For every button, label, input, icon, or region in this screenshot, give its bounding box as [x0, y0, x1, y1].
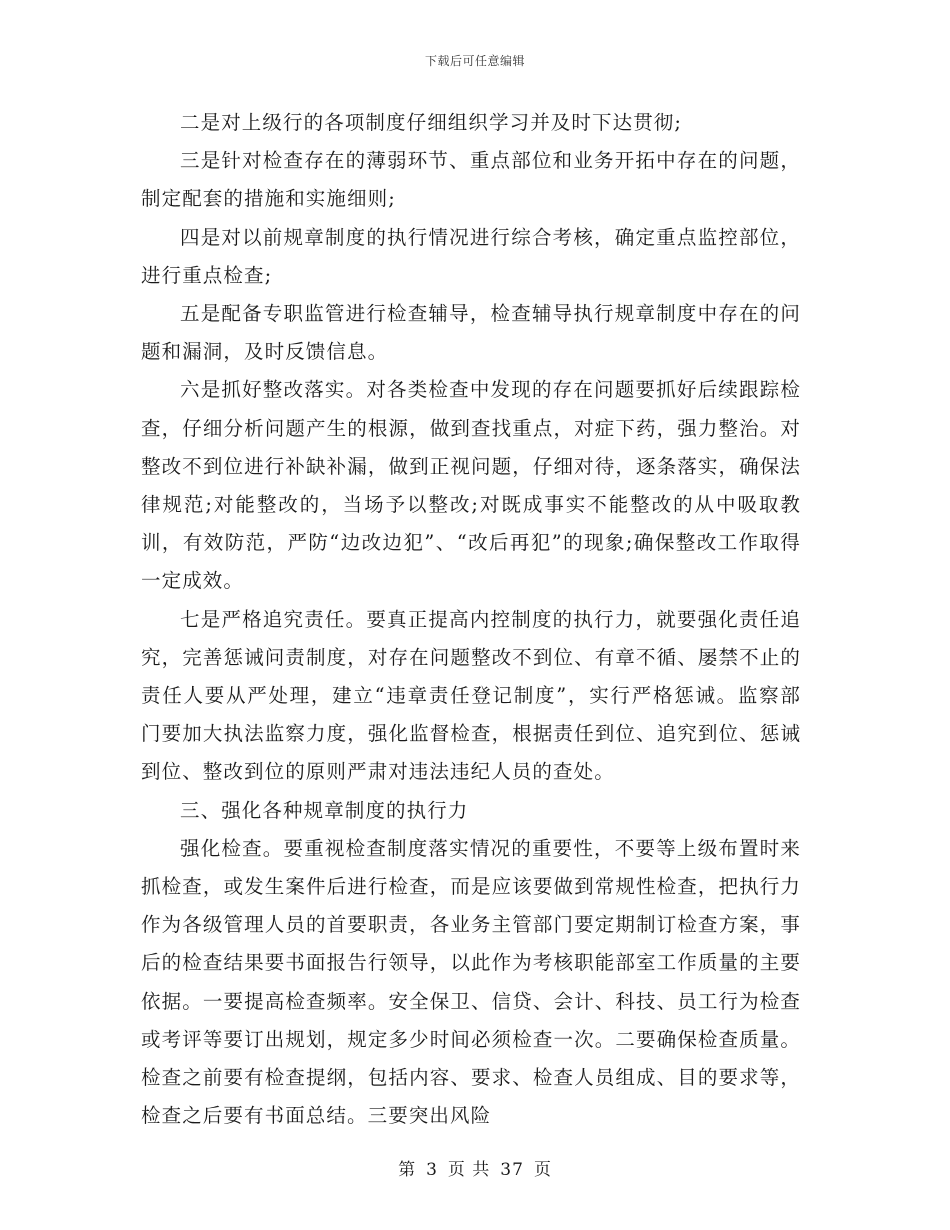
page-number: 3	[426, 1160, 438, 1180]
footer-middle: 页 共	[447, 1160, 491, 1180]
section-heading: 三、强化各种规章制度的执行力	[180, 798, 469, 822]
paragraph: 四是对以前规章制度的执行情况进行综合考核，确定重点监控部位，进行重点检查;	[141, 225, 801, 287]
paragraph: 二是对上级行的各项制度仔细组织学习并及时下达贯彻;	[180, 111, 683, 134]
document-body	[141, 104, 801, 1135]
footer-prefix: 第	[398, 1160, 417, 1180]
page-header-note: 下载后可任意编辑	[424, 54, 525, 68]
paragraph: 七是严格追究责任。要真正提高内控制度的执行力，就要强化责任追究，完善惩诫问责制度，对存在问题整改不到位、有章不循、屡禁不止的责任人要从严处理，建立“违章责任登记制度”，实行严格惩诫。监察部门要加大执法监察力度，强化监督检查，根据责任到位、追究到位、惩诫到位、整改到位的原则严肃对违法违纪人员的查处。	[141, 607, 801, 784]
paragraph: 三是针对检查存在的薄弱环节、重点部位和业务开拓中存在的问题，制定配套的措施和实施细则;	[141, 149, 801, 211]
page-footer	[0, 1155, 950, 1180]
paragraph: 强化检查。要重视检查制度落实情况的重要性，不要等上级布置时来抓检查，或发生案件后进行检查，而是应该要做到常规性检查，把执行力作为各级管理人员的首要职责，各业务主管部门要定期制订检查方案，事后的检查结果要书面报告行领导，以此作为考核职能部室工作质量的主要依据。一要提高检查频率。安全保卫、信贷、会计、科技、员工行为检查或考评等要订出规划，规定多少时间必须检查一次。二要确保检查质量。检查之前要有检查提纲，包括内容、要求、检查人员组成、目的要求等，检查之后要有书面总结。三要突出风险	[141, 836, 801, 1128]
paragraph: 五是配备专职监管进行检查辅导，检查辅导执行规章制度中存在的问题和漏洞，及时反馈信息。	[141, 302, 801, 364]
footer-suffix: 页	[533, 1160, 552, 1180]
paragraph: 六是抓好整改落实。对各类检查中发现的存在问题要抓好后续跟踪检查，仔细分析问题产生的根源，做到查找重点，对症下药，强力整治。对整改不到位进行补缺补漏，做到正视问题，仔细对待，逐条落实，确保法律规范;对能整改的，当场予以整改;对既成事实不能整改的从中吸取教训，有效防范，严防“边改边犯”、“改后再犯”的现象;确保整改工作取得一定成效。	[141, 378, 801, 593]
total-pages: 37	[500, 1160, 524, 1180]
